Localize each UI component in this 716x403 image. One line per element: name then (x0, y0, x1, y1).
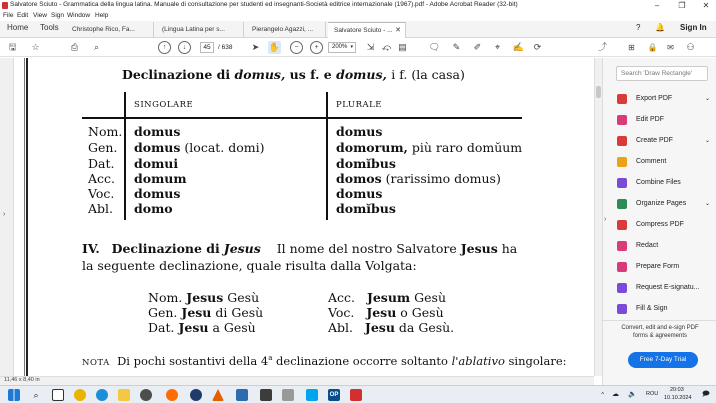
save-icon[interactable]: 🖫 (8, 42, 17, 52)
page-size-bar (0, 376, 594, 385)
previous-page-icon[interactable]: ↑ (158, 41, 171, 54)
column-header-plural: PLURALE (336, 100, 382, 110)
singular-form: domum (134, 171, 187, 186)
plural-form: domus (336, 186, 383, 201)
jesus-row: Nom. Jesus Gesù (148, 290, 260, 305)
email-icon[interactable]: ✉ (667, 43, 674, 52)
column-header-singular: SINGOLARE (134, 100, 194, 110)
title-bar (0, 0, 716, 11)
menu-file[interactable]: File (3, 12, 14, 19)
menu-edit[interactable]: Edit (17, 12, 29, 19)
singular-form: domus (134, 124, 181, 139)
case-label: Acc. (88, 171, 116, 186)
panel-divider (603, 320, 716, 321)
jesus-row: Abl. Jesu da Gesù. (328, 320, 455, 335)
network-icon[interactable]: ☁ (612, 391, 619, 398)
redact-icon (617, 241, 627, 251)
case-label: Nom. (88, 124, 123, 139)
tool-edit-pdf[interactable]: Edit PDF (617, 113, 715, 127)
fill-sign-icon[interactable]: ✍ (512, 42, 525, 52)
search-icon[interactable]: ⌕ (33, 390, 39, 400)
table-rule (326, 92, 328, 220)
doc-tab-label: Christophe Rico, Fa... (72, 26, 135, 33)
store-icon[interactable] (236, 389, 248, 401)
page-total: / 638 (218, 44, 233, 51)
singular-form: domus (134, 186, 181, 201)
scroll-mode-icon[interactable]: ▤ (398, 42, 407, 52)
doc-tab-1[interactable] (66, 22, 154, 38)
tab-tools[interactable]: Tools (40, 23, 59, 32)
next-page-icon[interactable]: ↓ (178, 41, 191, 54)
comment-icon (617, 157, 627, 167)
case-label: Dat. (88, 156, 115, 171)
highlight-pen-icon[interactable]: ✎ (452, 42, 461, 52)
zoom-out-icon[interactable]: − (290, 41, 303, 54)
case-label: Gen. (88, 140, 118, 155)
organize-pages-icon (617, 199, 627, 209)
lock-icon[interactable]: 🔒 (647, 43, 658, 52)
create-pdf-icon (617, 136, 627, 146)
plural-form: domus (336, 124, 383, 139)
task-view-icon[interactable] (52, 389, 64, 401)
help-icon[interactable]: ? (636, 23, 641, 32)
edit-pdf-icon (617, 115, 627, 125)
fill-sign-icon (617, 304, 627, 314)
tool-export-pdf[interactable]: Export PDF ⌄ (617, 92, 715, 106)
free-trial-button[interactable]: Free 7-Day Trial (628, 352, 698, 368)
scrollbar-thumb[interactable] (596, 86, 601, 98)
plural-form: domos (rarissimo domus) (336, 171, 501, 186)
toolbar (0, 38, 716, 57)
zoom-in-icon[interactable]: + (310, 41, 323, 54)
case-label: Voc. (88, 186, 115, 201)
windows-start-icon[interactable] (8, 389, 20, 401)
fit-page-icon[interactable]: ⇲ (366, 42, 375, 52)
singular-form: domui (134, 156, 179, 171)
tool-fill-sign[interactable]: Fill & Sign (617, 302, 715, 316)
plural-form: domorum, più raro domŭum (336, 140, 523, 155)
combine-files-icon (617, 178, 627, 188)
app-icon[interactable] (306, 389, 318, 401)
media-app-icon[interactable] (190, 389, 202, 401)
menu-help[interactable]: Help (95, 12, 109, 19)
share-icon[interactable]: ⤴ (597, 42, 607, 52)
nota-paragraph: NOTA Di pochi sostantivi della 4$^a$ declinazione occorre soltanto l'ablativo singolare: (82, 354, 567, 368)
chevron-down-icon[interactable]: ⌄ (705, 201, 711, 207)
link-icon[interactable]: ⟳ (533, 42, 542, 52)
language-indicator[interactable]: ROU (646, 391, 659, 397)
menu-window[interactable]: Window (67, 12, 91, 19)
section-text: la seguente declinazione, quale risulta dalla Volgata: (82, 258, 417, 273)
window-title: Salvatore Sciuto - Grammatica della lingua latina. Manuale di consultazione per studenti ed insegnanti-Società editrice internazionale (1967).pdf - Adobe Acrobat Reader (32-bit) (10, 1, 518, 8)
tools-search-input[interactable]: Search 'Draw Rectangle' (616, 66, 708, 81)
tray-chevron-icon[interactable]: ⌃ (600, 392, 606, 399)
section-heading: IV. Declinazione di Jesus Il nome del nostro Salvatore Jesus ha (82, 241, 518, 256)
tool-combine-files[interactable]: Combine Files (617, 176, 715, 190)
singular-form: domus (locat. domi) (134, 140, 265, 155)
notification-icon[interactable]: 🗩 (702, 391, 710, 398)
hand-tool-icon[interactable]: ✋ (268, 42, 281, 52)
doc-tab-label: Salvatore Sciuto - ... (334, 27, 393, 34)
firefox-icon[interactable] (166, 389, 178, 401)
camera-icon[interactable] (140, 389, 152, 401)
table-rule (124, 92, 126, 220)
vlc-icon[interactable] (212, 389, 224, 401)
page-number-input[interactable]: 45 (200, 42, 214, 53)
zoom-select[interactable] (328, 42, 356, 53)
clock-time[interactable]: 20:03 (670, 387, 684, 393)
doc-tab-label: (Lingua Latina per s... (162, 26, 225, 33)
select-cursor-icon[interactable]: ➤ (251, 42, 260, 52)
tool-comment[interactable]: Comment (617, 155, 715, 169)
tool-compress-pdf[interactable]: Compress PDF (617, 218, 715, 232)
windows-taskbar (0, 385, 716, 403)
jesus-row: Acc. Jesum Gesù (328, 290, 447, 305)
stamp-icon[interactable]: ⌖ (494, 42, 501, 52)
tool-redact[interactable]: Redact (617, 239, 715, 253)
edge-icon[interactable] (96, 389, 108, 401)
collapse-panel-icon[interactable]: › (604, 216, 607, 223)
file-explorer-icon[interactable] (118, 389, 130, 401)
promo-text: Convert, edit and e-sign PDF forms & agreements (621, 325, 699, 339)
tab-bar (0, 21, 716, 38)
menu-sign[interactable]: Sign (51, 12, 65, 19)
minimize-button[interactable]: – (654, 1, 660, 10)
compress-pdf-icon (617, 220, 627, 230)
vertical-scrollbar[interactable] (594, 58, 602, 376)
export-pdf-icon (617, 94, 627, 104)
app-icon[interactable] (260, 389, 272, 401)
page-margin-line (26, 58, 28, 376)
zoom-value: 200% (332, 44, 348, 50)
chevron-down-icon[interactable]: ⌄ (705, 96, 711, 102)
tool-request-esignature[interactable]: Request E-signatu... (617, 281, 715, 295)
request-esignature-icon (617, 283, 627, 293)
doc-tab-active[interactable] (328, 22, 406, 38)
restore-button[interactable]: ❐ (678, 1, 686, 10)
right-tools-panel (602, 58, 716, 385)
doc-tab-2[interactable] (156, 22, 244, 38)
print-icon[interactable]: ⎙ (70, 42, 79, 52)
prepare-form-icon (617, 262, 627, 272)
expand-left-panel-icon[interactable]: › (3, 211, 6, 218)
jesus-row: Dat. Jesu a Gesù (148, 320, 256, 335)
tool-create-pdf[interactable]: Create PDF ⌄ (617, 134, 715, 148)
menu-bar (0, 11, 716, 21)
doc-tab-3[interactable] (246, 22, 326, 38)
close-button[interactable]: ✕ (702, 1, 710, 10)
singular-form: domo (134, 201, 173, 216)
clock-date[interactable]: 10.10.2024 (664, 395, 692, 401)
menu-view[interactable]: View (33, 12, 47, 19)
app-icon[interactable] (282, 389, 294, 401)
jesus-row: Gen. Jesu di Gesù (148, 305, 264, 320)
tab-home[interactable]: Home (7, 23, 29, 32)
volume-icon[interactable]: 🔈 (628, 391, 637, 398)
page-margin-line (24, 58, 25, 376)
acrobat-icon (2, 2, 8, 9)
plural-form: domĭbus (336, 201, 396, 216)
new-tab-icon[interactable]: ⊞ (628, 43, 635, 52)
sign-in-button[interactable]: Sign In (680, 23, 707, 32)
doc-tab-label: Pierangelo Agazzi, ... (252, 26, 314, 33)
chrome-icon[interactable] (74, 389, 86, 401)
close-tab-icon[interactable]: ✕ (395, 27, 401, 34)
case-label: Abl. (88, 201, 113, 216)
user-icon[interactable]: ⚇ (686, 42, 695, 52)
rotate-icon[interactable]: ⤽ (381, 42, 392, 52)
jesus-row: Voc. Jesu o Gesù (328, 305, 444, 320)
pdf-page-view[interactable] (14, 58, 594, 376)
tool-organize-pages[interactable]: Organize Pages ⌄ (617, 197, 715, 211)
plural-form: domĭbus (336, 156, 396, 171)
table-rule (82, 117, 522, 119)
tool-prepare-form[interactable]: Prepare Form (617, 260, 715, 274)
chevron-down-icon[interactable]: ⌄ (705, 138, 711, 144)
bell-icon[interactable]: 🔔 (655, 23, 665, 32)
opera-op-icon[interactable]: OP (328, 389, 340, 401)
search-icon[interactable]: ⌕ (93, 42, 100, 52)
star-icon[interactable]: ☆ (31, 42, 40, 52)
acrobat-taskbar-icon[interactable] (350, 389, 362, 401)
draw-icon[interactable]: ✐ (473, 42, 482, 52)
comment-icon[interactable]: 🗨 (428, 42, 441, 52)
chevron-down-icon: ▾ (350, 44, 353, 50)
table-heading: Declinazione di domus, us f. e domus, i f. (la casa) (122, 67, 465, 82)
left-nav-panel (0, 58, 14, 376)
page-size-label: 11,46 x 8,40 in (4, 377, 40, 383)
